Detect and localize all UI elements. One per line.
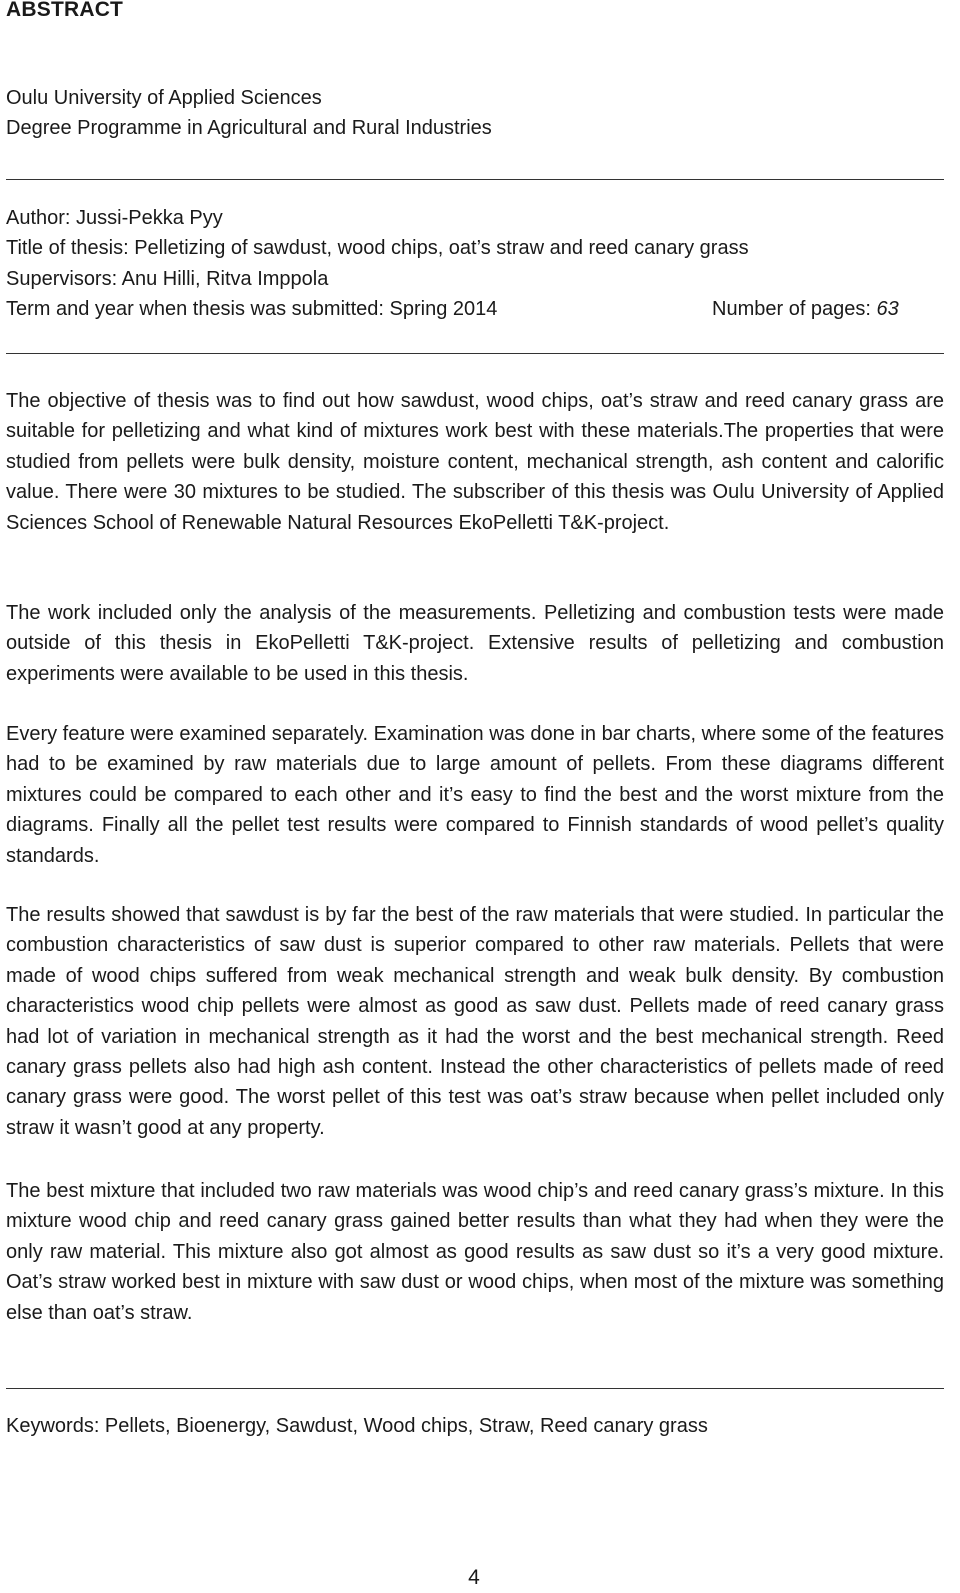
- paragraph-method: Every feature were examined separately. Examination was done in bar charts, where some of the features had to be examined by raw materials due to large amount of pellets. From these diagrams different mixtures could be compared to each other and it’s easy to find the best and the worst mixture from the diagrams. Finally all the pellet test results were compared to Finnish standards of wood pellet’s quality standards.: [6, 723, 944, 867]
- keywords-line: Keywords: Pellets, Bioenergy, Sawdust, Wood chips, Straw, Reed canary grass: [6, 1415, 708, 1437]
- author-line: Author: Jussi-Pekka Pyy: [6, 207, 223, 229]
- paragraph-objective: The objective of thesis was to find out how sawdust, wood chips, oat’s straw and reed canary grass are suitable for pelletizing and what kind of mixtures work best with these materials.The properties that were studied from pellets were bulk density, moisture content, mechanical strength, ash content and calorific value. There were 30 mixtures to be studied. The subscriber of this thesis was Oulu University of Applied Sciences School of Renewable Natural Resources EkoPelletti T&K-project.: [6, 390, 944, 534]
- pages-value: 63: [876, 298, 899, 320]
- paragraph-scope: The work included only the analysis of the measurements. Pelletizing and combustion tests were made outside of this thesis in EkoPelletti T&K-project. Extensive results of pelletizing and combustion experiments were available to be used in this thesis.: [6, 602, 944, 685]
- paragraph-results: The results showed that sawdust is by far the best of the raw materials that were studied. In particular the combustion characteristics of saw dust is superior compared to other raw materials. Pellets that were made of wood chips suffered from weak mechanical strength and weak bulk density. By combustion characteristics wood chip pellets were almost as good as saw dust. Pellets made of reed canary grass had lot of variation in mechanical strength as it had the worst and the best mechanical strength. Reed canary grass pellets also had high ash content. Instead the other characteristics of pellets made of reed canary grass were good. The worst pellet of this test was oat’s straw because when pellet included only straw it wasn’t good at any property.: [6, 904, 944, 1139]
- abstract-heading: ABSTRACT: [6, 0, 124, 21]
- pages-label: Number of pages:: [712, 298, 877, 320]
- paragraph-best-mixture: The best mixture that included two raw materials was wood chip’s and reed canary grass’s mixture. In this mixture wood chip and reed canary grass gained better results than what they had when they were the only raw material. This mixture also got almost as good results as saw dust so it’s a very good mixture. Oat’s straw worked best in mixture with saw dust or wood chips, when most of the mixture was something else than oat’s straw.: [6, 1180, 944, 1324]
- university-name: Oulu University of Applied Sciences: [6, 87, 322, 109]
- page-number: 4: [468, 1566, 480, 1589]
- bottom-divider: [6, 1388, 944, 1389]
- supervisors-line: Supervisors: Anu Hilli, Ritva Imppola: [6, 268, 329, 290]
- number-of-pages: [712, 294, 899, 324]
- term-line: Term and year when thesis was submitted: Spring 2014: [6, 298, 498, 320]
- degree-programme: Degree Programme in Agricultural and Rural Industries: [6, 117, 492, 139]
- thesis-title-line: Title of thesis: Pelletizing of sawdust, wood chips, oat’s straw and reed canary grass: [6, 237, 749, 259]
- middle-divider: [6, 353, 944, 354]
- top-divider: [6, 179, 944, 180]
